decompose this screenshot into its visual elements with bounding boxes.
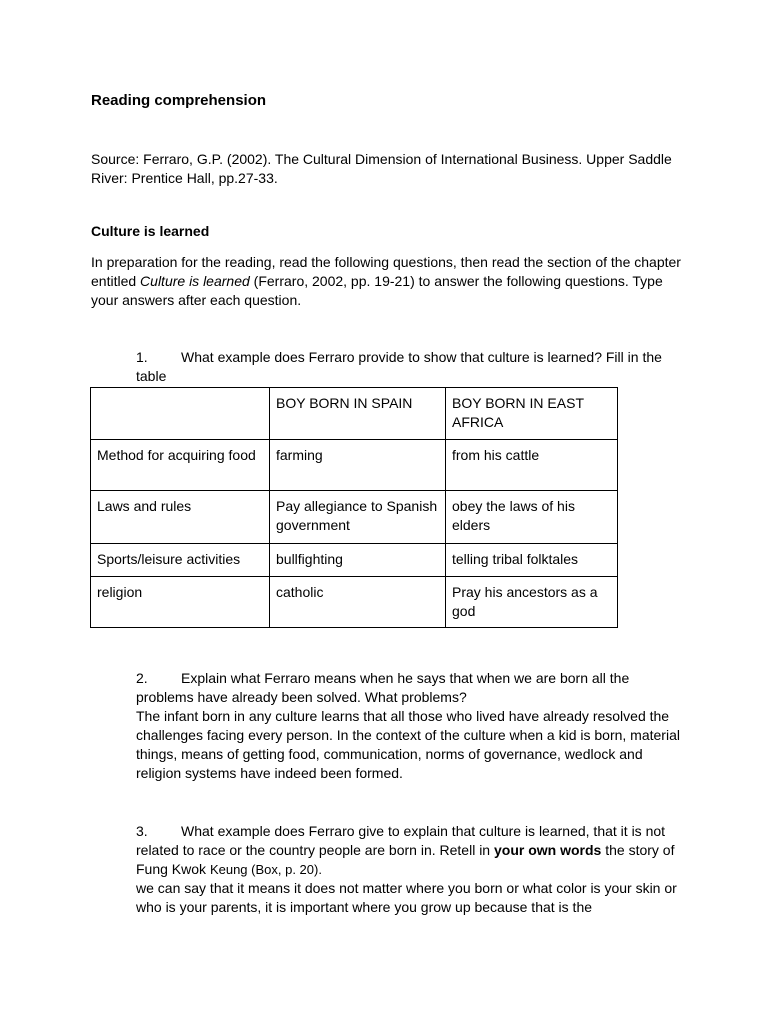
question-1-text: What example does Ferraro provide to show that culture is learned? Fill in the table: [136, 349, 662, 384]
table-cell: catholic: [270, 577, 446, 628]
table-header-cell: BOY BORN IN SPAIN: [270, 388, 446, 440]
table-cell: farming: [270, 440, 446, 491]
table-cell: Pray his ancestors as a god: [446, 577, 618, 628]
page-title: Reading comprehension: [91, 92, 267, 109]
table-row: [91, 577, 618, 628]
section-title: Culture is learned: [91, 223, 210, 239]
table-cell: religion: [91, 577, 270, 628]
table-cell: Sports/leisure activities: [91, 544, 270, 577]
question-2: [136, 669, 686, 783]
table-header-row: [91, 388, 618, 440]
intro-italic-title: Culture is learned: [140, 273, 250, 289]
table-header-cell: [91, 388, 270, 440]
table-cell: Laws and rules: [91, 491, 270, 544]
question-3-emphasis: your own words: [493, 842, 602, 858]
question-2-text: Explain what Ferraro means when he says that when we are born all the problems have already been solved. What problems?: [136, 670, 630, 705]
question-2-number: 2.: [136, 670, 148, 686]
question-2-answer: The infant born in any culture learns that all those who lived have already resolved the challenges facing every person. In the context of the culture when a kid is born, material things, means of getting food, communication, norms of governance, wedlock and religion systems have indeed been formed.: [136, 708, 680, 781]
question-1-number: 1.: [136, 349, 148, 365]
question-3-prompt: [136, 822, 686, 879]
intro-text-before: In preparation for the reading, read the following questions, then read the section of the chapter entitled: [91, 254, 681, 289]
culture-comparison-table: [90, 387, 618, 628]
intro-text-after: (Ferraro, 2002, pp. 19-21) to answer the following questions. Type your answers after each question.: [91, 273, 663, 308]
question-1: [136, 348, 686, 386]
intro-paragraph: [91, 253, 691, 310]
table-row: [91, 544, 618, 577]
table-row: [91, 491, 618, 544]
question-3-text: What example does Ferraro give to explain that culture is learned, that it is not related to race or the country people are born in. Retell in: [136, 823, 666, 858]
question-2-prompt: [136, 669, 686, 707]
question-3-number: 3.: [136, 823, 148, 839]
table-cell: from his cattle: [446, 440, 618, 491]
table-cell: bullfighting: [270, 544, 446, 577]
question-3-text-after: the story of Fung Kwok: [136, 842, 675, 877]
source-citation: Source: Ferraro, G.P. (2002). The Cultural Dimension of International Business. Upper Saddle River: Prentice Hall, pp.27-33.: [91, 151, 672, 186]
table-cell: Method for acquiring food: [91, 440, 270, 491]
table-cell: Pay allegiance to Spanish government: [270, 491, 446, 544]
table-cell: obey the laws of his elders: [446, 491, 618, 544]
table-cell: telling tribal folktales: [446, 544, 618, 577]
question-3: [136, 822, 686, 917]
table-row: [91, 440, 618, 491]
question-3-reference: Keung (Box, p. 20).: [209, 862, 322, 877]
table-header-cell: BOY BORN IN EAST AFRICA: [446, 388, 618, 440]
question-3-answer: we can say that it means it does not matter where you born or what color is your skin or who is your parents, it is important where you grow up because that is the: [136, 880, 677, 915]
